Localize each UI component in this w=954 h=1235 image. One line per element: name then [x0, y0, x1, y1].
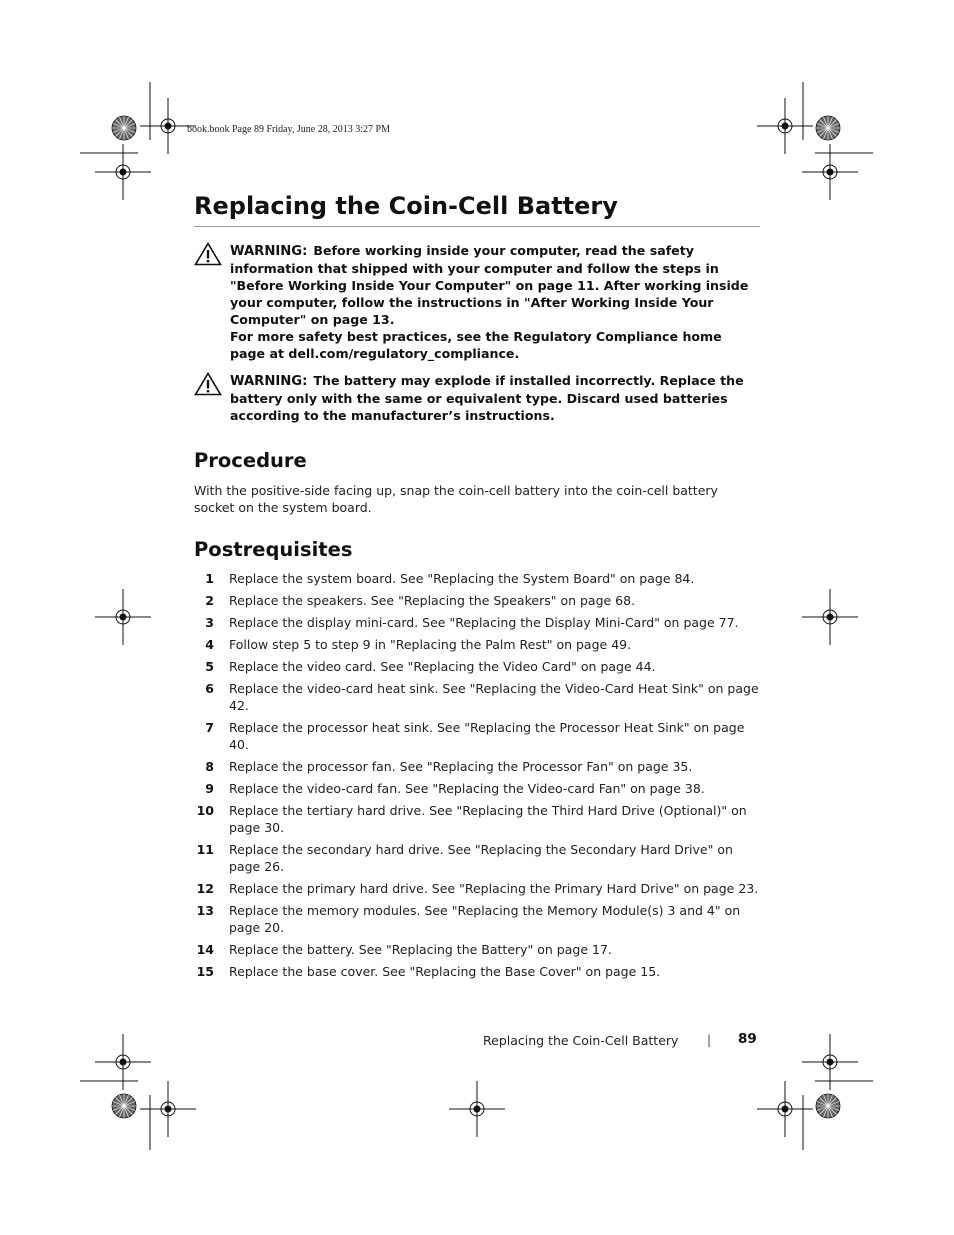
- registration-cross-icon: [95, 144, 151, 200]
- print-slug: book.book Page 89 Friday, June 28, 2013 3:27 PM: [187, 124, 390, 135]
- list-item: [194, 570, 764, 587]
- step-number: 10: [196, 803, 214, 818]
- list-item: [194, 719, 764, 753]
- step-number: 8: [205, 759, 214, 774]
- warning-text: The battery may explode if installed incorrectly. Replace the battery only with the same or equivalent type. Discard used batteries according to the manufacturer’s instructions.: [230, 373, 744, 423]
- step-text: Replace the speakers. See "Replacing the Speakers" on page 68.: [229, 593, 636, 608]
- step-number: 13: [196, 903, 214, 918]
- registration-cross-icon: [95, 1034, 151, 1090]
- postrequisites-heading: Postrequisites: [194, 538, 353, 561]
- footer-section-title: Replacing the Coin-Cell Battery: [483, 1033, 679, 1048]
- registration-cross-icon: [449, 1081, 505, 1137]
- warning-text: Before working inside your computer, read the safety information that shipped with your computer and follow the steps in "Before Working Inside Your Computer" on page 11. After working inside your computer, follow the instructions in "After Working Inside Your Computer" on page 13.: [230, 243, 749, 327]
- step-text: Replace the system board. See "Replacing the System Board" on page 84.: [229, 571, 695, 586]
- page-number: 89: [738, 1031, 757, 1047]
- step-number: 3: [205, 615, 214, 630]
- list-item: [194, 780, 764, 797]
- registration-cross-icon: [95, 589, 151, 645]
- step-text: Replace the display mini-card. See "Replacing the Display Mini-Card" on page 77.: [229, 615, 739, 630]
- list-item: [194, 658, 764, 675]
- registration-star-icon: [816, 1094, 840, 1118]
- registration-star-icon: [112, 1094, 136, 1118]
- step-text: Replace the primary hard drive. See "Replacing the Primary Hard Drive" on page 23.: [229, 881, 759, 896]
- step-number: 15: [196, 964, 214, 979]
- step-text: Replace the tertiary hard drive. See "Replacing the Third Hard Drive (Optional)" on page 30.: [229, 803, 747, 835]
- step-text: Replace the battery. See "Replacing the Battery" on page 17.: [229, 942, 612, 957]
- step-text: Replace the video card. See "Replacing the Video Card" on page 44.: [229, 659, 656, 674]
- step-text: Replace the memory modules. See "Replacing the Memory Module(s) 3 and 4" on page 20.: [229, 903, 741, 935]
- step-number: 7: [205, 720, 214, 735]
- footer-separator: |: [707, 1033, 712, 1047]
- list-item: [194, 680, 764, 714]
- list-item: [194, 758, 764, 775]
- step-number: 5: [205, 659, 214, 674]
- step-text: Replace the processor fan. See "Replacing the Processor Fan" on page 35.: [229, 759, 693, 774]
- step-text: Replace the processor heat sink. See "Replacing the Processor Heat Sink" on page 40.: [229, 720, 745, 752]
- step-text: Replace the secondary hard drive. See "Replacing the Secondary Hard Drive" on page 26.: [229, 842, 733, 874]
- registration-cross-icon: [140, 1081, 196, 1137]
- procedure-text: With the positive-side facing up, snap the coin-cell battery into the coin-cell battery socket on the system board.: [194, 483, 718, 515]
- warning-triangle-icon: [194, 372, 222, 396]
- warning-battery: [194, 372, 760, 424]
- warning-label: WARNING:: [230, 244, 308, 259]
- registration-cross-icon: [802, 1034, 858, 1090]
- list-item: [194, 636, 764, 653]
- page-title: Replacing the Coin-Cell Battery: [194, 190, 760, 227]
- step-text: Replace the base cover. See "Replacing the Base Cover" on page 15.: [229, 964, 661, 979]
- list-item: [194, 963, 764, 980]
- registration-star-icon: [112, 116, 136, 140]
- registration-cross-icon: [757, 1081, 813, 1137]
- step-number: 11: [196, 842, 214, 857]
- list-item: [194, 802, 764, 836]
- step-text: Replace the video-card heat sink. See "Replacing the Video-Card Heat Sink" on page 42.: [229, 681, 759, 713]
- step-number: 1: [205, 571, 214, 586]
- warning-label: WARNING:: [230, 374, 308, 389]
- step-number: 6: [205, 681, 214, 696]
- list-item: [194, 592, 764, 609]
- procedure-heading: Procedure: [194, 449, 307, 472]
- step-text: Follow step 5 to step 9 in "Replacing the Palm Rest" on page 49.: [229, 637, 632, 652]
- registration-cross-icon: [802, 144, 858, 200]
- warning-safety: [194, 242, 760, 362]
- step-number: 12: [196, 881, 214, 896]
- list-item: [194, 902, 764, 936]
- warning-triangle-icon: [194, 242, 222, 266]
- registration-star-icon: [816, 116, 840, 140]
- list-item: [194, 941, 764, 958]
- warning-text-secondary: For more safety best practices, see the Regulatory Compliance home page at dell.com/regulatory_compliance.: [230, 329, 722, 361]
- step-number: 2: [205, 593, 214, 608]
- step-number: 9: [205, 781, 214, 796]
- postrequisites-list: [194, 570, 764, 985]
- list-item: [194, 614, 764, 631]
- list-item: [194, 841, 764, 875]
- step-number: 4: [205, 637, 214, 652]
- list-item: [194, 880, 764, 897]
- step-number: 14: [196, 942, 214, 957]
- step-text: Replace the video-card fan. See "Replacing the Video-card Fan" on page 38.: [229, 781, 705, 796]
- registration-cross-icon: [802, 589, 858, 645]
- registration-cross-icon: [757, 98, 813, 154]
